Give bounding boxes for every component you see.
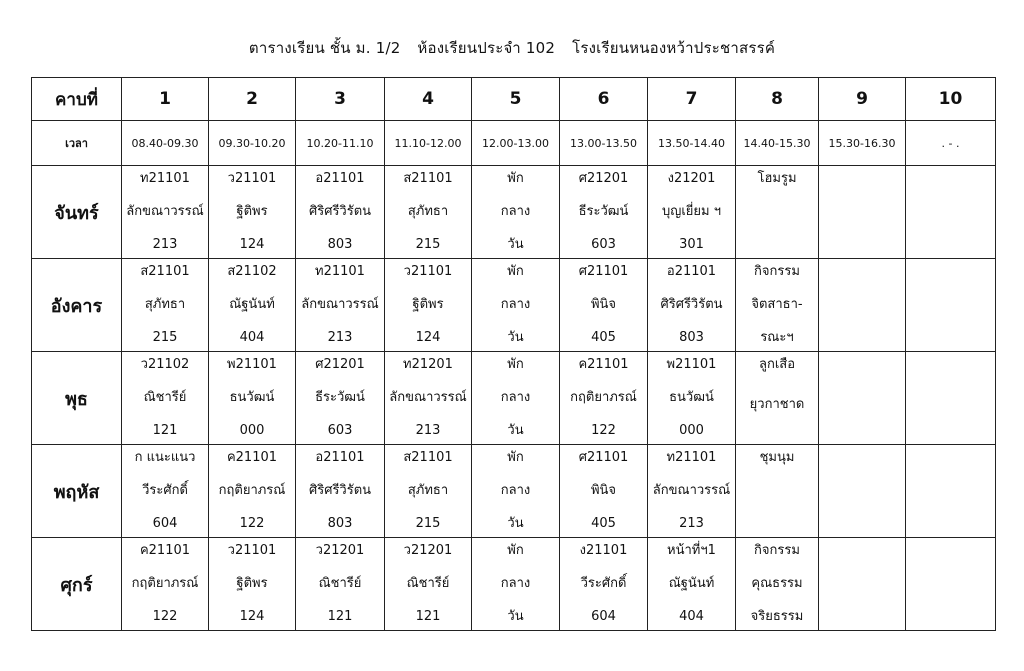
teacher-name: กลาง xyxy=(500,296,531,312)
time-slot: 12.00-13.00 xyxy=(472,121,560,166)
schedule-cell xyxy=(296,352,385,445)
schedule-cell xyxy=(906,259,996,352)
schedule-cell xyxy=(560,538,648,631)
schedule-cell xyxy=(736,538,819,631)
room-number: 000 xyxy=(679,422,704,438)
room-number: รณะฯ xyxy=(760,329,794,345)
subject-code: ศ21101 xyxy=(578,450,629,465)
room-number: 604 xyxy=(591,608,616,624)
subject-code: ว21201 xyxy=(403,543,453,558)
period-label: คาบที่ xyxy=(32,78,122,121)
teacher-name: กลาง xyxy=(500,389,531,405)
day-name: จันทร์ xyxy=(32,166,122,259)
teacher-name: กลาง xyxy=(500,575,531,591)
room-number: 404 xyxy=(679,608,704,624)
room-number: 803 xyxy=(327,515,353,531)
room-number: 124 xyxy=(239,236,265,252)
room-number: 405 xyxy=(591,329,616,345)
schedule-cell xyxy=(819,259,906,352)
teacher-name: กฤติยาภรณ์ xyxy=(570,389,637,405)
teacher-name: พินิจ xyxy=(590,296,617,312)
schedule-cell xyxy=(736,166,819,259)
teacher-name: สุภัทธา xyxy=(407,203,449,219)
subject-code: ท21101 xyxy=(666,450,717,465)
schedule-cell xyxy=(648,538,736,631)
schedule-cell xyxy=(648,166,736,259)
teacher-name: กฤติยาภรณ์ xyxy=(131,575,199,591)
schedule-cell xyxy=(648,259,736,352)
schedule-cell xyxy=(560,166,648,259)
subject-code: หน้าที่ฯ1 xyxy=(667,543,716,558)
teacher-name: ศิริศรีวิรัตน xyxy=(308,203,372,219)
title-room: ห้องเรียนประจำ 102 xyxy=(417,39,556,57)
schedule-cell xyxy=(296,259,385,352)
subject-code: พัก xyxy=(507,264,524,279)
day-row xyxy=(32,445,996,538)
teacher-name: กลาง xyxy=(500,482,531,498)
schedule-cell xyxy=(560,352,648,445)
teacher-name: คุณธรรม xyxy=(751,575,803,591)
teacher-name: ธนวัฒน์ xyxy=(229,389,275,405)
subject-code: ส21101 xyxy=(403,171,453,186)
subject-code: ท21101 xyxy=(140,171,190,186)
room-number: จริยธรรม xyxy=(750,608,804,624)
schedule-cell xyxy=(385,445,472,538)
time-slot: 08.40-09.30 xyxy=(122,121,209,166)
subject-code: กิจกรรม xyxy=(754,264,800,279)
teacher-name: ลักขณาวรรณ์ xyxy=(301,296,379,312)
schedule-cell xyxy=(472,538,560,631)
subject-code: ง21201 xyxy=(667,171,716,186)
teacher-name: วีระศักดิ์ xyxy=(580,575,627,591)
subject-code: อ21101 xyxy=(315,171,365,186)
subject-code: พัก xyxy=(507,171,524,186)
schedule-cell xyxy=(472,352,560,445)
room-number: 215 xyxy=(415,515,441,531)
schedule-cell xyxy=(209,352,296,445)
subject-code: ค21101 xyxy=(139,543,191,558)
room-number: 121 xyxy=(152,422,178,438)
schedule-cell xyxy=(122,166,209,259)
schedule-cell xyxy=(122,259,209,352)
room-number: 213 xyxy=(679,515,704,531)
schedule-cell xyxy=(472,166,560,259)
teacher-name: ศิริศรีวิรัตน xyxy=(660,296,723,312)
teacher-name: ณิชารีย์ xyxy=(143,389,187,405)
subject-code: ว21101 xyxy=(403,264,453,279)
teacher-name: ธนวัฒน์ xyxy=(669,389,714,405)
subject-code: ว21102 xyxy=(140,357,190,372)
period-number: 3 xyxy=(296,78,385,121)
room-number: 604 xyxy=(152,515,178,531)
teacher-name: สุภัทธา xyxy=(144,296,186,312)
schedule-cell xyxy=(819,166,906,259)
subject-code: ศ21201 xyxy=(578,171,629,186)
day-row xyxy=(32,352,996,445)
subject-code: ว21201 xyxy=(315,543,365,558)
room-number: 121 xyxy=(415,608,441,624)
time-slot: 13.00-13.50 xyxy=(560,121,648,166)
schedule-cell xyxy=(736,445,819,538)
page-title xyxy=(0,36,1024,60)
room-number: 122 xyxy=(239,515,265,531)
schedule-cell xyxy=(385,352,472,445)
subject-code: พัก xyxy=(507,543,524,558)
time-slot: 09.30-10.20 xyxy=(209,121,296,166)
period-number: 2 xyxy=(209,78,296,121)
teacher-name: ลักขณาวรรณ์ xyxy=(126,203,204,219)
teacher-name: พินิจ xyxy=(590,482,617,498)
schedule-cell xyxy=(209,538,296,631)
schedule-cell xyxy=(296,538,385,631)
teacher-name: ศิริศรีวิรัตน xyxy=(308,482,372,498)
teacher-name: ลักขณาวรรณ์ xyxy=(652,482,731,498)
teacher-name: วีระศักดิ์ xyxy=(142,482,188,498)
schedule-cell xyxy=(906,166,996,259)
room-number: 213 xyxy=(152,236,178,252)
teacher-name: ณิชารีย์ xyxy=(318,575,362,591)
day-name: พฤหัส xyxy=(32,445,122,538)
room-number: 122 xyxy=(591,422,616,438)
schedule-cell xyxy=(385,166,472,259)
schedule-cell xyxy=(819,538,906,631)
subject-code: ชุมนุม xyxy=(759,450,795,465)
subject-code: ก แนะแนว xyxy=(134,450,196,465)
schedule-cell xyxy=(209,259,296,352)
schedule-cell xyxy=(819,445,906,538)
schedule-cell xyxy=(819,352,906,445)
subject-code: ส21101 xyxy=(403,450,453,465)
teacher-name: กฤติยาภรณ์ xyxy=(218,482,286,498)
subject-code: ว21101 xyxy=(227,171,277,186)
time-slot: 13.50-14.40 xyxy=(648,121,736,166)
room-number: 301 xyxy=(679,236,704,252)
title-class: ตารางเรียน ชั้น ม. 1/2 xyxy=(248,39,401,57)
subject-code: พัก xyxy=(507,450,524,465)
room-number: 124 xyxy=(239,608,265,624)
room-number: 215 xyxy=(152,329,178,345)
room-number: 124 xyxy=(415,329,441,345)
period-number: 10 xyxy=(906,78,996,121)
schedule-cell xyxy=(209,166,296,259)
subject-code: อ21101 xyxy=(315,450,365,465)
schedule-cell xyxy=(209,445,296,538)
subject-code: ว21101 xyxy=(227,543,277,558)
subject-code: กิจกรรม xyxy=(754,543,800,558)
teacher-name: ธีระวัฒน์ xyxy=(578,203,629,219)
room-number: 000 xyxy=(239,422,265,438)
room-number: 803 xyxy=(679,329,704,345)
subject-code: ลูกเสือ xyxy=(758,357,796,372)
day-row xyxy=(32,259,996,352)
room-number: วัน xyxy=(507,422,524,438)
period-number: 8 xyxy=(736,78,819,121)
subject-code: ง21101 xyxy=(579,543,628,558)
teacher-name: บุญเยี่ยม ฯ xyxy=(661,203,721,219)
room-number: 213 xyxy=(415,422,441,438)
room-number: 603 xyxy=(591,236,616,252)
schedule-cell xyxy=(472,259,560,352)
schedule-cell xyxy=(736,259,819,352)
teacher-name: ณัฐนันท์ xyxy=(229,296,275,312)
room-number: วัน xyxy=(507,608,524,624)
room-number: 405 xyxy=(591,515,616,531)
subject-code: โฮมรูม xyxy=(757,171,797,186)
time-row xyxy=(32,121,996,166)
room-number: 215 xyxy=(415,236,441,252)
subject-code: พ21101 xyxy=(227,357,277,372)
room-number: 404 xyxy=(239,329,265,345)
teacher-name: ฐิติพร xyxy=(236,203,268,219)
schedule-cell xyxy=(122,352,209,445)
subject-code: ค21101 xyxy=(226,450,278,465)
schedule-cell xyxy=(736,352,819,445)
room-number: 803 xyxy=(327,236,353,252)
teacher-name: จิตสาธา- xyxy=(751,296,803,312)
subject-code: พัก xyxy=(507,357,524,372)
schedule-cell xyxy=(906,352,996,445)
schedule-cell xyxy=(906,445,996,538)
schedule-cell xyxy=(385,538,472,631)
time-slot: 15.30-16.30 xyxy=(819,121,906,166)
teacher-name: กลาง xyxy=(500,203,531,219)
teacher-name: ฐิติพร xyxy=(412,296,444,312)
schedule-cell xyxy=(385,259,472,352)
time-slot: 11.10-12.00 xyxy=(385,121,472,166)
subject-code: พ21101 xyxy=(666,357,717,372)
teacher-name: ลักขณาวรรณ์ xyxy=(389,389,467,405)
day-row xyxy=(32,538,996,631)
period-header-row xyxy=(32,78,996,121)
period-number: 7 xyxy=(648,78,736,121)
day-row xyxy=(32,166,996,259)
room-number: วัน xyxy=(507,515,524,531)
schedule-cell xyxy=(122,538,209,631)
room-number: 603 xyxy=(327,422,353,438)
room-number: 121 xyxy=(327,608,353,624)
schedule-cell xyxy=(560,445,648,538)
period-number: 9 xyxy=(819,78,906,121)
subject-code: ศ21101 xyxy=(578,264,629,279)
schedule-cell xyxy=(648,445,736,538)
schedule-cell xyxy=(560,259,648,352)
time-slot: 14.40-15.30 xyxy=(736,121,819,166)
room-number: วัน xyxy=(507,329,524,345)
room-number: 213 xyxy=(327,329,353,345)
teacher-name: ฐิติพร xyxy=(236,575,268,591)
teacher-name: ณิชารีย์ xyxy=(406,575,450,591)
subject-code: ท21101 xyxy=(315,264,365,279)
subject-code: ท21201 xyxy=(403,357,453,372)
period-number: 1 xyxy=(122,78,209,121)
time-slot: . - . xyxy=(906,121,996,166)
subject-code: อ21101 xyxy=(666,264,717,279)
teacher-name: ธีระวัฒน์ xyxy=(315,389,365,405)
schedule-cell xyxy=(472,445,560,538)
subject-code: ค21101 xyxy=(578,357,629,372)
room-number: 122 xyxy=(152,608,178,624)
time-slot: 10.20-11.10 xyxy=(296,121,385,166)
schedule-cell xyxy=(648,352,736,445)
schedule-cell xyxy=(906,538,996,631)
subject-code: ส21101 xyxy=(140,264,190,279)
period-number: 5 xyxy=(472,78,560,121)
schedule-cell xyxy=(122,445,209,538)
period-number: 4 xyxy=(385,78,472,121)
room-number: วัน xyxy=(507,236,524,252)
schedule-cell xyxy=(296,166,385,259)
subject-code: ศ21201 xyxy=(315,357,365,372)
timetable xyxy=(31,77,996,631)
day-name: อังคาร xyxy=(32,259,122,352)
title-school: โรงเรียนหนองหว้าประชาสรรค์ xyxy=(572,39,776,57)
time-label: เวลา xyxy=(32,121,122,166)
schedule-cell xyxy=(296,445,385,538)
subject-code: ส21102 xyxy=(227,264,277,279)
teacher-name: สุภัทธา xyxy=(407,482,449,498)
teacher-name: ยุวกาชาด xyxy=(749,397,805,412)
teacher-name: ณัฐนันท์ xyxy=(668,575,715,591)
period-number: 6 xyxy=(560,78,648,121)
day-name: ศุกร์ xyxy=(32,538,122,631)
day-name: พุธ xyxy=(32,352,122,445)
